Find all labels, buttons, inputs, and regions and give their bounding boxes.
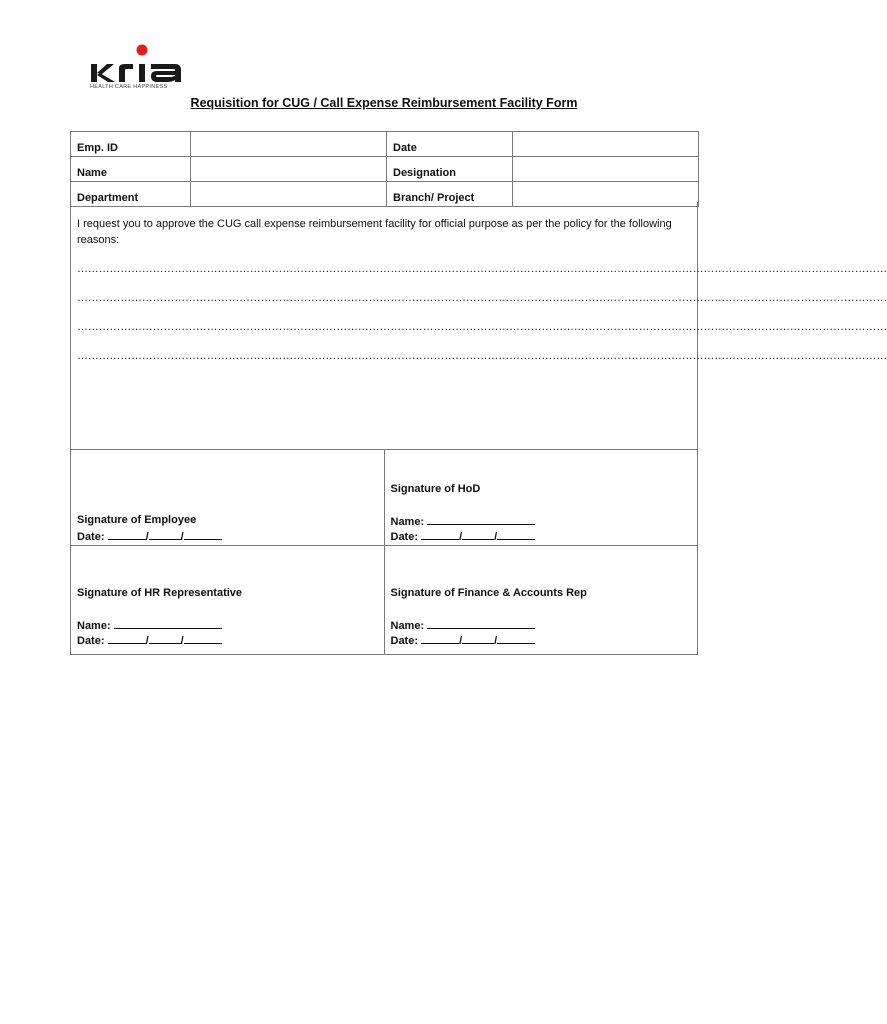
finance-date-line[interactable]: Date: / / — [391, 633, 536, 647]
name-label: Name — [71, 157, 191, 182]
name-field[interactable] — [191, 157, 387, 182]
employee-date-line[interactable]: Date: / / — [77, 529, 222, 543]
employee-signature-label: Signature of Employee — [77, 514, 197, 526]
date-year-blank[interactable] — [184, 633, 222, 644]
finance-name-line[interactable] — [391, 618, 536, 632]
date-day-blank[interactable] — [108, 633, 146, 644]
hr-name-label: Name: — [77, 620, 111, 632]
finance-signature-box[interactable] — [384, 546, 698, 654]
hod-name-line[interactable] — [391, 514, 536, 528]
employee-info-table — [70, 131, 699, 207]
hod-date-line[interactable]: Date: / / — [391, 529, 536, 543]
hr-name-blank[interactable] — [114, 618, 222, 629]
signature-section — [70, 449, 698, 655]
date-day-blank[interactable] — [421, 529, 459, 540]
date-month-blank[interactable] — [462, 529, 494, 540]
employee-signature-box[interactable] — [71, 450, 384, 545]
hr-signature-label: Signature of HR Representative — [77, 587, 243, 599]
form-title: Requisition for CUG / Call Expense Reimbursement Facility Form — [190, 96, 578, 110]
hod-name-blank[interactable] — [427, 514, 535, 525]
hr-name-line[interactable] — [77, 618, 222, 632]
date-year-blank[interactable] — [497, 529, 535, 540]
table-row — [71, 132, 699, 157]
hr-signature-box[interactable] — [71, 546, 384, 654]
finance-name-blank[interactable] — [427, 618, 535, 629]
designation-field[interactable] — [513, 157, 699, 182]
emp-id-label: Emp. ID — [71, 132, 191, 157]
employee-date-label: Date: — [77, 531, 105, 543]
date-year-blank[interactable] — [497, 633, 535, 644]
request-statement: I request you to approve the CUG call expense reimbursement facility for official purpose as per the policy for the following reasons: — [77, 218, 672, 246]
department-label: Department — [71, 182, 191, 207]
hod-signature-box[interactable] — [384, 450, 698, 545]
branch-project-label: Branch/ Project — [387, 182, 513, 207]
reason-line-2[interactable]: ……………………………………………………………………………………………………………………………………………………………………………………………………… — [77, 292, 887, 304]
finance-name-label: Name: — [390, 620, 425, 632]
date-month-blank[interactable] — [149, 633, 181, 644]
date-day-blank[interactable] — [421, 633, 459, 644]
reason-section — [70, 202, 887, 450]
date-field[interactable] — [513, 132, 699, 157]
logo-tagline: HEALTH CARE HAPPINESS — [90, 84, 168, 90]
date-year-blank[interactable] — [184, 529, 222, 540]
finance-date-label: Date: — [390, 635, 419, 647]
designation-label: Designation — [387, 157, 513, 182]
reason-line-3[interactable]: ……………………………………………………………………………………………………………………………………………………………………………………………………… — [77, 321, 887, 333]
hod-signature-label: Signature of HoD — [390, 483, 481, 495]
date-month-blank[interactable] — [149, 529, 181, 540]
reason-line-4[interactable]: ……………………………………………………………………………………………………………………………………………………………………………………………………… — [77, 350, 887, 362]
signature-row — [70, 449, 698, 546]
reason-line-1[interactable]: ……………………………………………………………………………………………………………………………………………………………………………………………………… — [77, 263, 887, 275]
date-label: Date — [387, 132, 513, 157]
hod-date-label: Date: — [390, 531, 419, 543]
hr-date-label: Date: — [77, 635, 105, 647]
hr-date-line[interactable]: Date: / / — [77, 633, 222, 647]
finance-signature-label: Signature of Finance & Accounts Rep — [390, 587, 587, 599]
table-row — [71, 157, 699, 182]
hod-name-label: Name: — [390, 516, 425, 528]
emp-id-field[interactable] — [191, 132, 387, 157]
kria-logo-icon — [89, 44, 185, 84]
date-day-blank[interactable] — [108, 529, 146, 540]
date-month-blank[interactable] — [462, 633, 494, 644]
company-logo — [89, 44, 189, 94]
signature-row — [70, 546, 698, 655]
